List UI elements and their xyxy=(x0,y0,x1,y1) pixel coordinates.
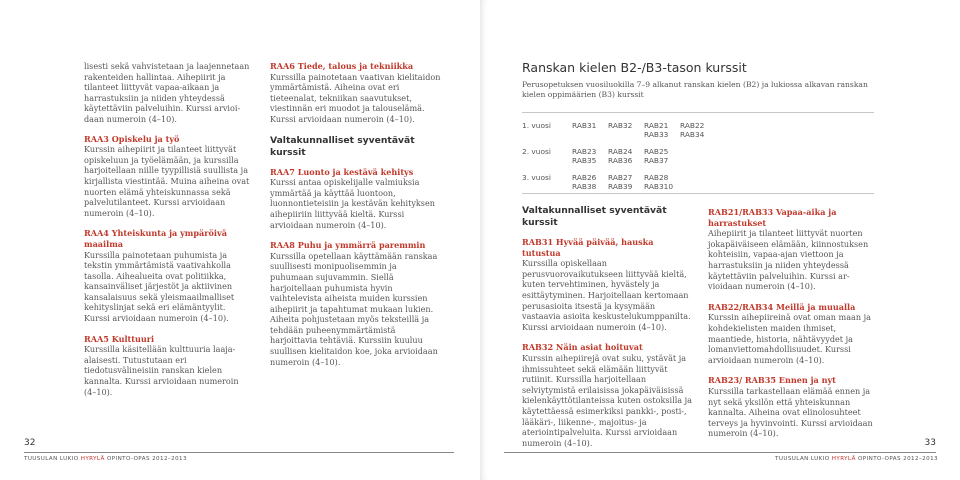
right-column-2 xyxy=(708,207,878,449)
footer-text xyxy=(775,456,938,462)
table-row xyxy=(522,121,716,147)
page-intro: Perusopetuksen vuosiluokilla 7–9 alkanut ranskan kielen (B2) ja lukiossa alkavan ranskan kielen oppimäärien (B3) kurssit xyxy=(522,80,868,99)
section-rab22-rab34 xyxy=(708,302,878,366)
course-table xyxy=(522,121,716,198)
course-cell xyxy=(680,147,716,173)
section-body: Kurssilla käsitellään kulttuuria laaja-alaisesti. Tutustutaan eri tiedotusvälineisiin ranskan kielen kannalta. Kurssi arvioidaan numeroin (4–10). xyxy=(84,344,239,397)
year-cell: 3. vuosi xyxy=(522,172,551,182)
course-cell: RAB28 RAB310 xyxy=(644,172,674,192)
page-title: Ranskan kielen B2-/B3-tason kurssit xyxy=(522,60,747,75)
footer-text xyxy=(24,456,187,462)
course-cell: RAB32 xyxy=(608,121,633,130)
section-heading: RAB32 Näin asiat hoituvat xyxy=(522,342,643,353)
table-row xyxy=(522,147,716,173)
lead-paragraph: lisesti sekä vahvistetaan ja laajennetaan rakenteiden hallintaa. Aihepiirit ja tilanteet liittyvät vapaa-aikaan ja harrastuksiin ja niiden yhteydessä käytettäviin palveluihin. Kurssi arvioidaan numeroin (4–10). xyxy=(84,61,250,124)
section-raa5 xyxy=(84,334,252,398)
footer-school: TUUSULAN LUKIO xyxy=(24,456,81,462)
course-cell xyxy=(680,173,716,199)
page-number: 33 xyxy=(924,438,936,448)
table-bottom-rule xyxy=(522,193,874,194)
course-cell: RAB22 RAB34 xyxy=(680,121,705,140)
section-heading: RAB31 Hyvää päivää, hauska tutustua xyxy=(522,237,654,258)
section-body: Kurssin aihepiirejä ovat suku, ystävät ja ihmissuhteet sekä elämään liittyvät rutiinit. Kurssilla harjoitellaan selviytymistä erilaisissa jokapäiväisissä kielenkäyttötilanteissa kuten ostoksilla ja käytettäessä esimerkiksi pankki-, posti-, lääkäri-, liikenne-, majoitus- ja ateriointipalveluita. Kurssi arvioidaan numeroin (4–10). xyxy=(522,352,693,448)
course-schedule-table xyxy=(522,121,716,198)
footer-rule xyxy=(24,452,454,453)
course-cell: RAB23 RAB35 xyxy=(572,146,597,166)
section-heading: RAA8 Puhu ja ymmärrä paremmin xyxy=(270,240,426,251)
course-cell: RAB24 RAB36 xyxy=(608,146,633,166)
section-body: Kurssilla tarkastellaan elämää ennen ja nyt sekä yksilön että yhteiskunnan kannalta. Aiheina ovat elinolosuhteet terveys ja hyvinvointi. Kurssi arvioidaan numeroin (4–10). xyxy=(708,385,873,439)
page-number: 32 xyxy=(24,438,36,448)
footer-guide: OPINTO-OPAS 2012–2013 xyxy=(855,456,938,462)
section-body: Kurssin aihepiirit ja tilanteet liittyvät opiskeluun ja työelämään, ja kurssilla harjoitellaan niille tyypillisiä suullista ja kirjallista viestintää. Muina aiheina ovat nuorten elämä yhteiskunnassa sekä palvelutilanteet. Kurssi arvioidaan numeroin (4–10). xyxy=(84,144,250,218)
section-heading: RAA7 Luonto ja kestävä kehitys xyxy=(270,166,414,177)
footer-rule xyxy=(504,452,936,453)
section-subtitle: Valtakunnalliset syventävät kurssit xyxy=(270,134,415,158)
section-body: Kurssi antaa opiskelijalle valmiuksia ymmärtää ja käyttää luontoon, luonnontieteisiin ja kestävän kehityksen aihepiiriin liittyvää kieltä. Kurssi arvioidaan numeroin (4–10). xyxy=(270,177,435,230)
section-heading: RAB22/RAB34 Meillä ja muualla xyxy=(708,301,856,312)
section-heading: RAA6 Tiede, talous ja tekniikka xyxy=(270,61,414,71)
section-rab31 xyxy=(522,237,694,332)
section-heading: RAB21/RAB33 Vapaa-aika ja harrastukset xyxy=(708,207,837,228)
section-body: Kurssin aihepiireinä ovat oman maan ja kohdekielisten maiden ihmiset, maantiede, historia, nähtävyydet ja lomanviettomahdollisuudet. Kurssi arvioidaan numeroin (4–10). xyxy=(708,312,871,365)
section-raa8 xyxy=(270,240,442,367)
course-cell: RAB21 RAB33 xyxy=(644,121,669,140)
course-cell: RAB31 xyxy=(572,121,597,130)
right-page xyxy=(480,0,960,480)
footer-school: TUUSULAN LUKIO xyxy=(775,456,832,462)
section-rab32 xyxy=(522,342,694,448)
section-body: Kurssilla opiskellaan perusvuorovaikutukseen liittyvää kieltä, kuten tervehtiminen, hyvästely ja esittäytyminen. Harjoitellaan kertomaan perusasioita itsestä ja kysymään vastaavia asioita keskustelukumppanilta. Kurssi arvioidaan numeroin (4–10). xyxy=(522,258,691,332)
section-body: Kurssilla painotetaan puhumista ja tekstin ymmärtämistä vaativahkolla tasolla. Aihealueita ovat politiikka, kansainväliset järjestöt ja aktiivinen kansalaisuus sekä yleismaailmalliset kehityslinjat sekä eri elämäntyylit. Kurssi arvioidaan numeroin (4–10). xyxy=(84,249,235,324)
section-raa4 xyxy=(84,228,252,323)
right-column-1 xyxy=(522,203,694,458)
section-raa7 xyxy=(270,167,442,231)
table-row xyxy=(522,173,716,199)
section-raa6 xyxy=(270,61,442,125)
section-subtitle: Valtakunnalliset syventävät kurssit xyxy=(522,205,667,228)
section-body: Kurssilla painotetaan vaativan kielitaidon ymmärtämistä. Aiheina ovat eri tieteenalat, tekniikan saavutukset, viestinnän eri muodot ja talouselämä. Kurssi arvioidaan numeroin (4–10). xyxy=(270,71,441,124)
section-body: Kurssilla opetellaan käyttämään ranskaa suullisesti monipuolisemmin ja puhumaan sujuvammin. Siellä harjoitellaan puhumista hyvin vaihtelevista aiheista muiden kurssien aihepiirit ja tapahtumat mukaan lukien. Aiheita pohjustetaan myös teksteillä ja tehdään puheenymmärtämistä harjoittavia tehtäviä. Kurssiin kuuluu suullisen kielitaidon koe, joka arvioidaan numeroin (4–10). xyxy=(270,250,438,367)
section-heading: RAB23/ RAB35 Ennen ja nyt xyxy=(708,375,836,386)
course-cell: RAB27 RAB39 xyxy=(608,172,633,192)
footer-guide: OPINTO-OPAS 2012–2013 xyxy=(104,456,187,462)
course-cell: RAB26 RAB38 xyxy=(572,172,597,192)
section-rab21-rab33 xyxy=(708,207,878,292)
section-heading: RAA4 Yhteiskunta ja ympäröivä maailma xyxy=(84,228,227,249)
left-column-1 xyxy=(84,61,252,407)
left-column-2 xyxy=(270,61,442,377)
section-body: Aihepiirit ja tilanteet liittyvät nuorten jokapäiväiseen elämään, kiinnostuksen kohteisiin, vapaa-ajan viettoon ja harrastuksiin ja niiden yhteydessä käytettäviin palveluihin. Kurssi arvioidaan numeroin (4–10). xyxy=(708,228,869,292)
right-header xyxy=(522,60,882,100)
table-top-rule xyxy=(522,112,874,113)
footer-highlight: HYRYLÄ xyxy=(831,456,856,462)
section-heading: RAA5 Kulttuuri xyxy=(84,333,155,344)
year-cell: 1. vuosi xyxy=(522,121,551,130)
year-cell: 2. vuosi xyxy=(522,146,551,156)
course-cell: RAB25 RAB37 xyxy=(644,146,669,166)
section-rab23-rab35 xyxy=(708,375,878,439)
footer-highlight: HYRYLÄ xyxy=(80,456,105,462)
section-heading: RAA3 Opiskelu ja työ xyxy=(84,133,180,144)
section-raa3 xyxy=(84,134,252,219)
